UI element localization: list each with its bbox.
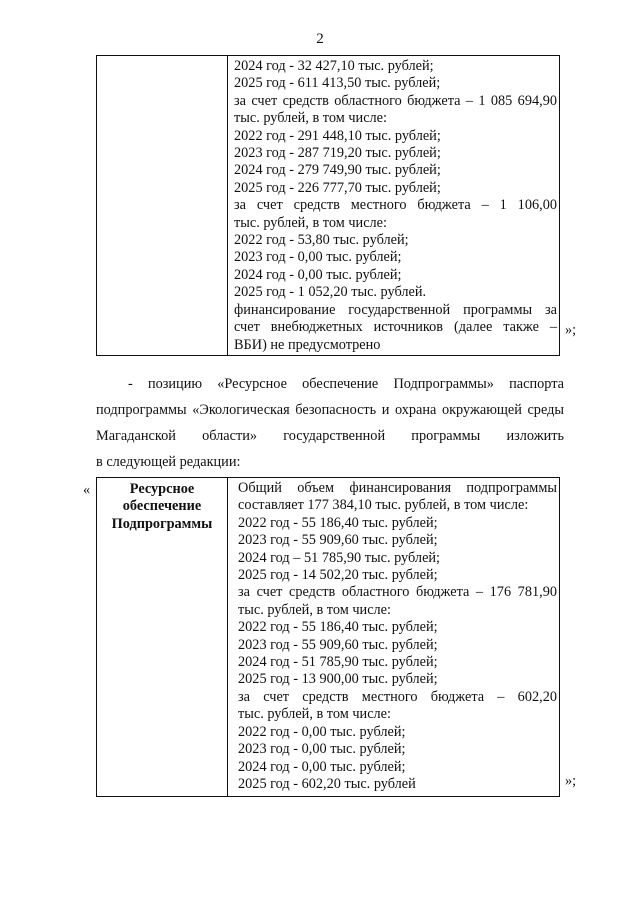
table1-line: за счет средств местного бюджета – 1 106,00 xyxy=(234,197,557,214)
table2-line: тыс. рублей, в том числе: xyxy=(238,706,391,723)
table1-label-cell xyxy=(97,56,228,356)
table1-line: счет внебюджетных источников (далее также – xyxy=(234,319,557,336)
table1-line: 2025 год - 611 413,50 тыс. рублей; xyxy=(234,75,441,92)
table1-line: 2025 год - 1 052,20 тыс. рублей. xyxy=(234,284,427,301)
table1-line: ВБИ) не предусмотрено xyxy=(234,336,381,353)
table2-content-cell xyxy=(228,478,560,797)
table2-closing-quote: »; xyxy=(565,773,577,789)
table2-line: 2022 год - 55 186,40 тыс. рублей; xyxy=(238,514,438,531)
table2-label-line: обеспечение xyxy=(122,498,202,515)
paragraph-line: - позицию «Ресурсное обеспечение Подпрограммы» паспорта xyxy=(128,376,564,392)
table1-line: 2023 год - 287 719,20 тыс. рублей; xyxy=(234,145,441,162)
table1-closing-quote: »; xyxy=(565,322,577,338)
table2-line: 2024 год - 51 785,90 тыс. рублей; xyxy=(238,654,438,671)
table1-line: тыс. рублей, в том числе: xyxy=(234,110,387,127)
table1-content-cell xyxy=(228,56,560,356)
table1-line: финансирование государственной программы за xyxy=(234,301,557,318)
table2-line: 2023 год - 55 909,60 тыс. рублей; xyxy=(238,636,438,653)
table2-line: 2022 год - 0,00 тыс. рублей; xyxy=(238,723,406,740)
resource-table-new xyxy=(96,477,560,797)
table2-line: тыс. рублей, в том числе: xyxy=(238,601,391,618)
table2-label-line: Ресурсное xyxy=(129,481,195,497)
table2-label-line: Подпрограммы xyxy=(111,515,213,532)
table2-line: 2024 год – 51 785,90 тыс. рублей; xyxy=(238,549,441,566)
table2-line: 2023 год - 0,00 тыс. рублей; xyxy=(238,741,406,758)
table2-line: Общий объем финансирования подпрограммы xyxy=(238,480,557,496)
paragraph-line: подпрограммы «Экологическая безопасность и охрана окружающей среды xyxy=(96,402,564,418)
instruction-paragraph xyxy=(96,371,564,475)
table2-opening-quote: « xyxy=(83,482,91,498)
table2-line: 2024 год - 0,00 тыс. рублей; xyxy=(238,758,406,775)
table1-line: 2025 год - 226 777,70 тыс. рублей; xyxy=(234,179,441,196)
paragraph-line: в следующей редакции: xyxy=(96,454,241,470)
table2-line: 2022 год - 55 186,40 тыс. рублей; xyxy=(238,619,438,636)
table2-label-cell xyxy=(97,478,228,797)
table2-line: 2025 год - 14 502,20 тыс. рублей; xyxy=(238,567,438,584)
table2-line: 2025 год - 602,20 тыс. рублей xyxy=(238,775,416,792)
table1-line: 2024 год - 0,00 тыс. рублей; xyxy=(234,266,402,283)
table1-line: 2023 год - 0,00 тыс. рублей; xyxy=(234,249,402,266)
table1-line: за счет средств областного бюджета – 1 085 694,90 xyxy=(234,92,557,109)
table1-line: тыс. рублей, в том числе: xyxy=(234,214,387,231)
resource-table-continuation xyxy=(96,55,560,356)
table1-line: 2022 год - 53,80 тыс. рублей; xyxy=(234,232,409,249)
table2-line: за счет средств местного бюджета – 602,20 xyxy=(238,688,557,705)
table2-line: 2023 год - 55 909,60 тыс. рублей; xyxy=(238,532,438,549)
table2-line: составляет 177 384,10 тыс. рублей, в том числе: xyxy=(238,497,529,514)
page-number: 2 xyxy=(316,31,324,47)
paragraph-line: Магаданской области» государственной программы изложить xyxy=(96,428,564,444)
table1-line: 2024 год - 279 749,90 тыс. рублей; xyxy=(234,162,441,179)
table1-line: 2022 год - 291 448,10 тыс. рублей; xyxy=(234,127,441,144)
table2-line: 2025 год - 13 900,00 тыс. рублей; xyxy=(238,671,438,688)
table1-line: 2024 год - 32 427,10 тыс. рублей; xyxy=(234,58,434,74)
table2-line: за счет средств областного бюджета – 176 781,90 xyxy=(238,584,557,601)
